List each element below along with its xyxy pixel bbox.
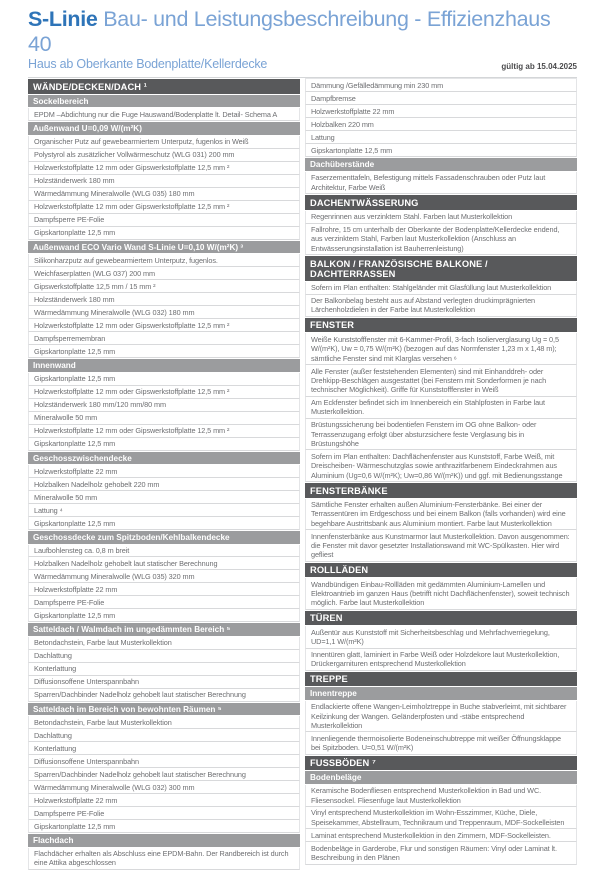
spec-row: Gipskartonplatte 12,5 mm xyxy=(28,345,300,358)
spec-row: Wärmedämmung Mineralwolle (WLG 035) 180 mm xyxy=(28,188,300,201)
spec-row: Holzbalken Nadelholz gehobelt 220 mm xyxy=(28,478,300,491)
spec-row: Dachlattung xyxy=(28,729,300,742)
subsection-header: Satteldach / Walmdach im ungedämmten Bereich ⁵ xyxy=(28,623,300,636)
subsection-header: Geschossdecke zum Spitzboden/Kehlbalkendecke xyxy=(28,531,300,544)
spec-row: Vinyl entsprechend Musterkollektion im Wohn-Esszimmer, Küche, Diele, Speisekammer, Abstellraum, Technikraum und Treppenraum, MDF-Sockelleisten xyxy=(305,807,577,829)
spec-row: Polystyrol als zusätzlicher Vollwärmeschutz (WLG 031) 200 mm xyxy=(28,149,300,162)
spec-row: Gipskartonplatte 12,5 mm xyxy=(28,227,300,240)
spec-row: Holzwerkstoffplatte 12 mm oder Gipswerkstoffplatte 12,5 mm ² xyxy=(28,425,300,438)
spec-row: Alle Fenster (außer feststehenden Elementen) sind mit Einhanddreh- oder Drehkipp-Beschlägen ausgestattet (bei Fenstern mit Sonderformen je nach technischer Möglichkeit). Griffe für Kunststofffenster in Weiß xyxy=(305,365,577,397)
spec-row: Wandbündigen Einbau-Rollläden mit gedämmten Aluminium-Lamellen und Elektroantrieb im ganzen Haus (betrifft nicht Dachflächenfenster), soweit technisch möglich. Farbe laut Musterkollektion xyxy=(305,578,577,610)
spec-row: Laufbohlensteg ca. 0,8 m breit xyxy=(28,545,300,558)
spec-row: Endlackierte offene Wangen-Leimholztreppe in Buche stabverleimt, mit sichtbarer Keilzinkung der Wangen. Geländerpfosten und -stäbe entsprechend Musterkollektion xyxy=(305,701,577,733)
brand-name: S-Linie xyxy=(28,7,98,31)
spec-row: Innentüren glatt, laminiert in Farbe Weiß oder Holzdekore laut Musterkollektion, Drückergarnituren entsprechend Musterkollektion xyxy=(305,649,577,671)
subsection-header: Außenwand ECO Vario Wand S-Linie U=0,10 W/(m²K) ³ xyxy=(28,241,300,254)
subsection-header: Außenwand U=0,09 W/(m²K) xyxy=(28,122,300,135)
spec-row: Wärmedämmung Mineralwolle (WLG 035) 320 mm xyxy=(28,570,300,583)
section-header: WÄNDE/DECKEN/DACH ¹ xyxy=(28,79,300,94)
spec-row: Holzständerwerk 180 mm xyxy=(28,293,300,306)
spec-row: Bodenbeläge in Garderobe, Flur und sonstigen Räumen: Vinyl oder Laminat lt. Beschreibung in den Plänen xyxy=(305,842,577,864)
spec-row: Organischer Putz auf gewebearmiertem Unterputz, fugenlos in Weiß xyxy=(28,136,300,149)
spec-row: Weiße Kunststofffenster mit 6-Kammer-Profil, 3-fach Isolierverglasung Ug = 0,5 W/(m²K), Uw = 0,75 W/(m²K) (bezogen auf das Normfenster 1,23 m x 1,48 m); sämtliche Fenster sind mit Klarglas versehen ⁶ xyxy=(305,333,577,365)
spec-row: Dampfsperre PE-Folie xyxy=(28,214,300,227)
spec-row: Holzständerwerk 180 mm/120 mm/80 mm xyxy=(28,399,300,412)
spec-row: Innenfensterbänke aus Kunstmarmor laut Musterkollektion. Davon ausgenommen: die Fenster mit davor gesetzter Installationswand mit WC-Spülkasten. Hier wird gefliest xyxy=(305,530,577,562)
section-header: FUSSBÖDEN ⁷ xyxy=(305,756,577,771)
spec-row: Flachdächer erhalten als Abschluss eine EPDM-Bahn. Der Randbereich ist durch eine Attika abgeschlossen xyxy=(28,848,300,870)
spec-row: Wärmedämmung Mineralwolle (WLG 032) 300 mm xyxy=(28,781,300,794)
spec-row: Gipswerkstoffplatte 12,5 mm / 15 mm ² xyxy=(28,280,300,293)
spec-row: Dämmung /Gefälledämmung min 230 mm xyxy=(305,78,577,92)
section-header: TREPPE xyxy=(305,672,577,687)
spec-row: Konterlattung xyxy=(28,663,300,676)
spec-row: Außentür aus Kunststoff mit Sicherheitsbeschlag und Mehrfachverriegelung, UD=1,1 W/(m²K) xyxy=(305,626,577,648)
spec-row: Innenliegende thermoisolierte Bodeneinschubtreppe mit weißer Öffnungsklappe bei Spitzboden. U=0,51 W/(m²K) xyxy=(305,732,577,754)
section-header: ROLLLÄDEN xyxy=(305,563,577,578)
spec-row: Lattung xyxy=(305,131,577,144)
spec-row: Dampfsperremembran xyxy=(28,332,300,345)
spec-row: Holzbalken Nadelholz gehobelt laut statischer Berechnung xyxy=(28,557,300,570)
section-header: FENSTER xyxy=(305,318,577,333)
subsection-header: Sockelbereich xyxy=(28,95,300,108)
spec-row: Brüstungssicherung bei bodentiefen Fenstern im OG ohne Balkon- oder Terrassenzugang erfolgt über absturzsichere feste Verglasung bis in Brüstungshöhe xyxy=(305,419,577,451)
section-header: TÜREN xyxy=(305,611,577,626)
spec-column-left xyxy=(28,78,300,870)
spec-row: Mineralwolle 50 mm xyxy=(28,412,300,425)
subsection-header: Innenwand xyxy=(28,359,300,372)
spec-row: Wärmedämmung Mineralwolle (WLG 032) 180 mm xyxy=(28,306,300,319)
subsection-header: Dachüberstände xyxy=(305,158,577,171)
spec-row: Betondachstein, Farbe laut Musterkollektion xyxy=(28,716,300,729)
spec-row: Gipskartonplatte 12,5 mm xyxy=(28,820,300,833)
spec-row: Holzständerwerk 180 mm xyxy=(28,175,300,188)
section-header: BALKON / FRANZÖSISCHE BALKONE / DACHTERRASSEN xyxy=(305,256,577,281)
spec-row: Regenrinnen aus verzinktem Stahl. Farben laut Musterkollektion xyxy=(305,211,577,224)
spec-row: Gipskartonplatte 12,5 mm xyxy=(28,438,300,451)
subsection-header: Bodenbeläge xyxy=(305,771,577,784)
spec-row: Dampfbremse xyxy=(305,92,577,105)
spec-table xyxy=(28,77,577,870)
subsection-header: Flachdach xyxy=(28,834,300,847)
spec-row: Lattung ⁴ xyxy=(28,504,300,517)
spec-row: Holzwerkstoffplatte 22 mm xyxy=(305,105,577,118)
spec-row: Gipskartonplatte 12,5 mm xyxy=(28,373,300,386)
spec-row: Holzwerkstoffplatte 12 mm oder Gipswerkstoffplatte 12,5 mm ² xyxy=(28,162,300,175)
spec-row: Sofern im Plan enthalten: Dachflächenfenster aus Kunststoff, Farbe Weiß, mit Dreischeiben- Wärmeschutzglas sowie anthrazitfarbenem Eindeckrahmen aus Aluminium (Ug=0,6 W/(m²K); Uw=0,86 W/(m²K)) und ggf. mit Bedienungsstange xyxy=(305,450,577,482)
spec-row: Sofern im Plan enthalten: Stahlgeländer mit Glasfüllung laut Musterkollektion xyxy=(305,282,577,295)
spec-row: Gipskartonplatte 12,5 mm xyxy=(305,144,577,157)
spec-row: Fallrohre, 15 cm unterhalb der Oberkante der Bodenplatte/Kellerdecke endend, aus verzinktem Stahl, Farben laut Musterkollektion (Anschluss an Entwässerungsinstallation ist Bauherrenleistung) xyxy=(305,224,577,256)
spec-column-right xyxy=(305,78,577,870)
page-subtitle: Haus ab Oberkante Bodenplatte/Kellerdecke xyxy=(28,57,268,72)
document-header xyxy=(28,7,577,71)
spec-row: Dampfsperre PE-Folie xyxy=(28,807,300,820)
page-title xyxy=(28,7,577,56)
spec-row: Dampfsperre PE-Folie xyxy=(28,596,300,609)
spec-row: Holzbalken 220 mm xyxy=(305,118,577,131)
spec-row: Gipskartonplatte 12,5 mm xyxy=(28,609,300,622)
subsection-header: Innentreppe xyxy=(305,687,577,700)
spec-row: Diffusionsoffene Unterspannbahn xyxy=(28,676,300,689)
spec-row: Mineralwolle 50 mm xyxy=(28,491,300,504)
spec-row: Holzwerkstoffplatte 22 mm xyxy=(28,465,300,478)
spec-row: Sämtliche Fenster erhalten außen Aluminium-Fensterbänke. Bei einer der Terrassentüren im Erdgeschoss und bei einem Balkon (falls vorhanden) wird eine begehbare Austrittsbank aus Aluminium montiert. Farbe laut Musterkollektion xyxy=(305,499,577,531)
spec-row: Laminat entsprechend Musterkollektion in den Zimmern, MDF-Sockelleisten. xyxy=(305,829,577,842)
spec-row: Holzwerkstoffplatte 12 mm oder Gipswerkstoffplatte 12,5 mm ² xyxy=(28,201,300,214)
spec-row: EPDM –Abdichtung nur die Fuge Hauswand/Bodenplatte lt. Detail- Schema A xyxy=(28,108,300,121)
subtitle-line xyxy=(28,57,577,71)
spec-row: Dachlattung xyxy=(28,650,300,663)
spec-row: Silikonharzputz auf gewebearmiertem Unterputz, fugenlos. xyxy=(28,254,300,267)
spec-row: Faserzementtafeln, Befestigung mittels Fassadenschrauben oder Putz laut Architektur, Farbe Weiß xyxy=(305,172,577,194)
spec-row: Betondachstein, Farbe laut Musterkollektion xyxy=(28,637,300,650)
spec-row: Holzwerkstoffplatte 22 mm xyxy=(28,794,300,807)
spec-row: Diffusionsoffene Unterspannbahn xyxy=(28,755,300,768)
section-header: FENSTERBÄNKE xyxy=(305,483,577,498)
spec-row: Weichfaserplatten (WLG 037) 200 mm xyxy=(28,267,300,280)
subsection-header: Geschosszwischendecke xyxy=(28,452,300,465)
spec-row: Am Eckfenster befindet sich im Innenbereich ein Stahlpfosten in Farbe laut Musterkollektion. xyxy=(305,397,577,419)
spec-row: Konterlattung xyxy=(28,742,300,755)
spec-row: Keramische Bodenfliesen entsprechend Musterkollektion in Bad und WC. Fliesensockel. Fliesenfuge laut Musterkollektion xyxy=(305,785,577,807)
spec-row: Holzwerkstoffplatte 12 mm oder Gipswerkstoffplatte 12,5 mm ² xyxy=(28,319,300,332)
spec-row: Holzwerkstoffplatte 12 mm oder Gipswerkstoffplatte 12,5 mm ² xyxy=(28,386,300,399)
spec-row: Holzwerkstoffplatte 22 mm xyxy=(28,583,300,596)
section-header: DACHENTWÄSSERUNG xyxy=(305,195,577,210)
subsection-header: Satteldach im Bereich von bewohnten Räumen ⁵ xyxy=(28,703,300,716)
spec-row: Sparren/Dachbinder Nadelholz gehobelt laut statischer Berechnung xyxy=(28,689,300,702)
title-text: Bau- und Leistungsbeschreibung - Effizienzhaus 40 xyxy=(28,7,551,56)
spec-row: Sparren/Dachbinder Nadelholz gehobelt laut statischer Berechnung xyxy=(28,768,300,781)
valid-from-date: gültig ab 15.04.2025 xyxy=(501,62,577,72)
spec-row: Der Balkonbelag besteht aus auf Abstand verlegten druckimprägnierten Lärchenholzdielen in der Farbe laut Musterkollektion xyxy=(305,295,577,317)
spec-row: Gipskartonplatte 12,5 mm xyxy=(28,517,300,530)
